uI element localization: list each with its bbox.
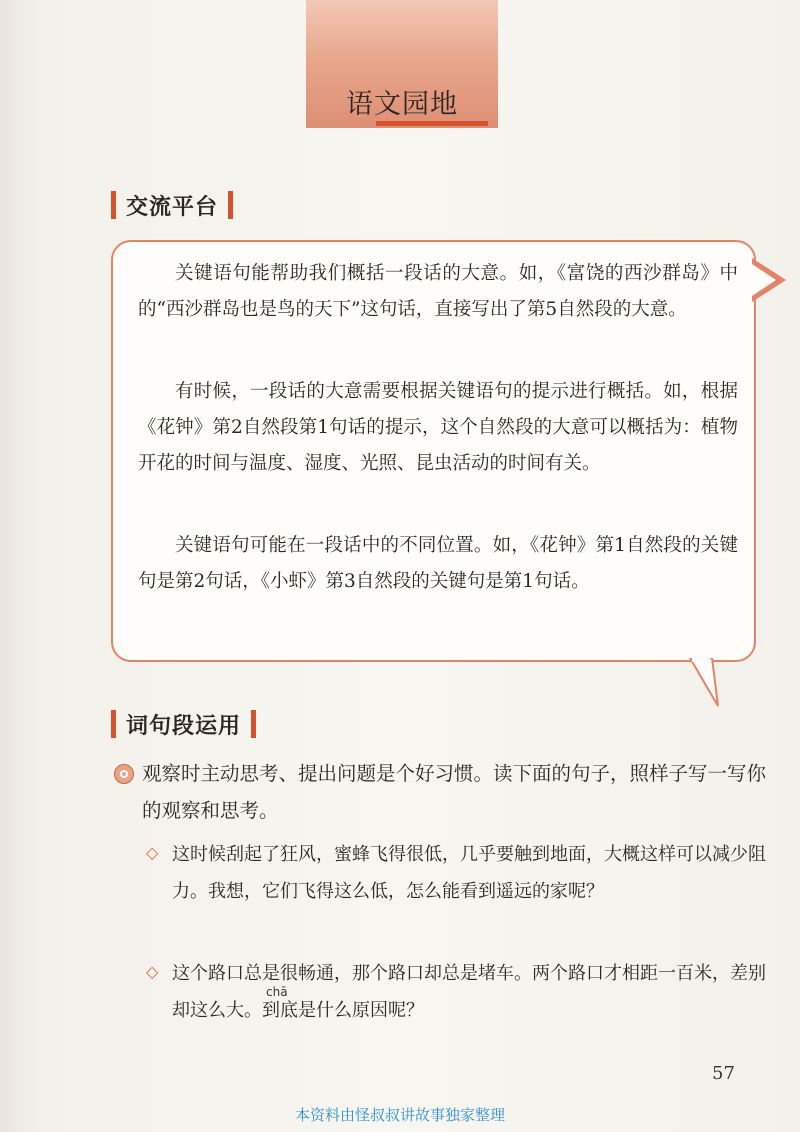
footer-note: 本资料由怪叔叔讲故事独家整理 <box>294 1106 505 1124</box>
title-underline <box>376 121 488 126</box>
section-bar-right <box>251 710 256 738</box>
diamond-bullet-icon: ◇ <box>146 843 159 862</box>
paragraph-2: 有时候，一段话的大意需要根据关键语句的提示进行概括。如，根据《花钟》第2自然段第1句话的提示，这个自然段的大意可以概括为：植物开花的时间与温度、湿度、光照、昆虫活动的时间有关。 <box>138 381 738 474</box>
section-header-usage <box>111 706 256 742</box>
pinyin-annotation: chā <box>266 985 288 999</box>
section-bar-left <box>111 191 116 219</box>
bubble-tail-bottom <box>688 658 728 708</box>
bubble-tail-right-inner <box>752 264 776 296</box>
example-2: 这个路口总是很畅通，那个路口却总是堵车。两个路口才相距一百米，差别却这么大。到底是什么原因呢？ <box>172 963 766 1021</box>
paragraph-1: 关键语句能帮助我们概括一段话的大意。如，《富饶的西沙群岛》中的“西沙群岛也是鸟的天下”这句话，直接写出了第5自然段的大意。 <box>138 263 738 320</box>
section-bar-left <box>111 710 116 738</box>
section-title-usage: 词句段运用 <box>126 713 242 739</box>
diamond-bullet-icon: ◇ <box>146 962 159 981</box>
task-instruction: 观察时主动思考、提出问题是个好习惯。读下面的句子，照样子写一写你的观察和思考。 <box>142 762 767 822</box>
section-title-exchange: 交流平台 <box>126 194 219 220</box>
section-header-exchange <box>111 187 233 223</box>
paragraph-3: 关键语句可能在一段话中的不同位置。如，《花钟》第1自然段的关键句是第2句话，《小虾》第3自然段的关键句是第1句话。 <box>138 535 738 592</box>
example-1: 这时候刮起了狂风，蜜蜂飞得很低，几乎要触到地面，大概这样可以减少阻力。我想，它们飞得这么低，怎么能看到遥远的家呢？ <box>172 844 766 902</box>
page-title: 语文园地 <box>346 89 458 120</box>
page-number: 57 <box>712 1063 735 1084</box>
section-bar-right <box>228 191 233 219</box>
task-bullet-icon <box>114 764 134 784</box>
